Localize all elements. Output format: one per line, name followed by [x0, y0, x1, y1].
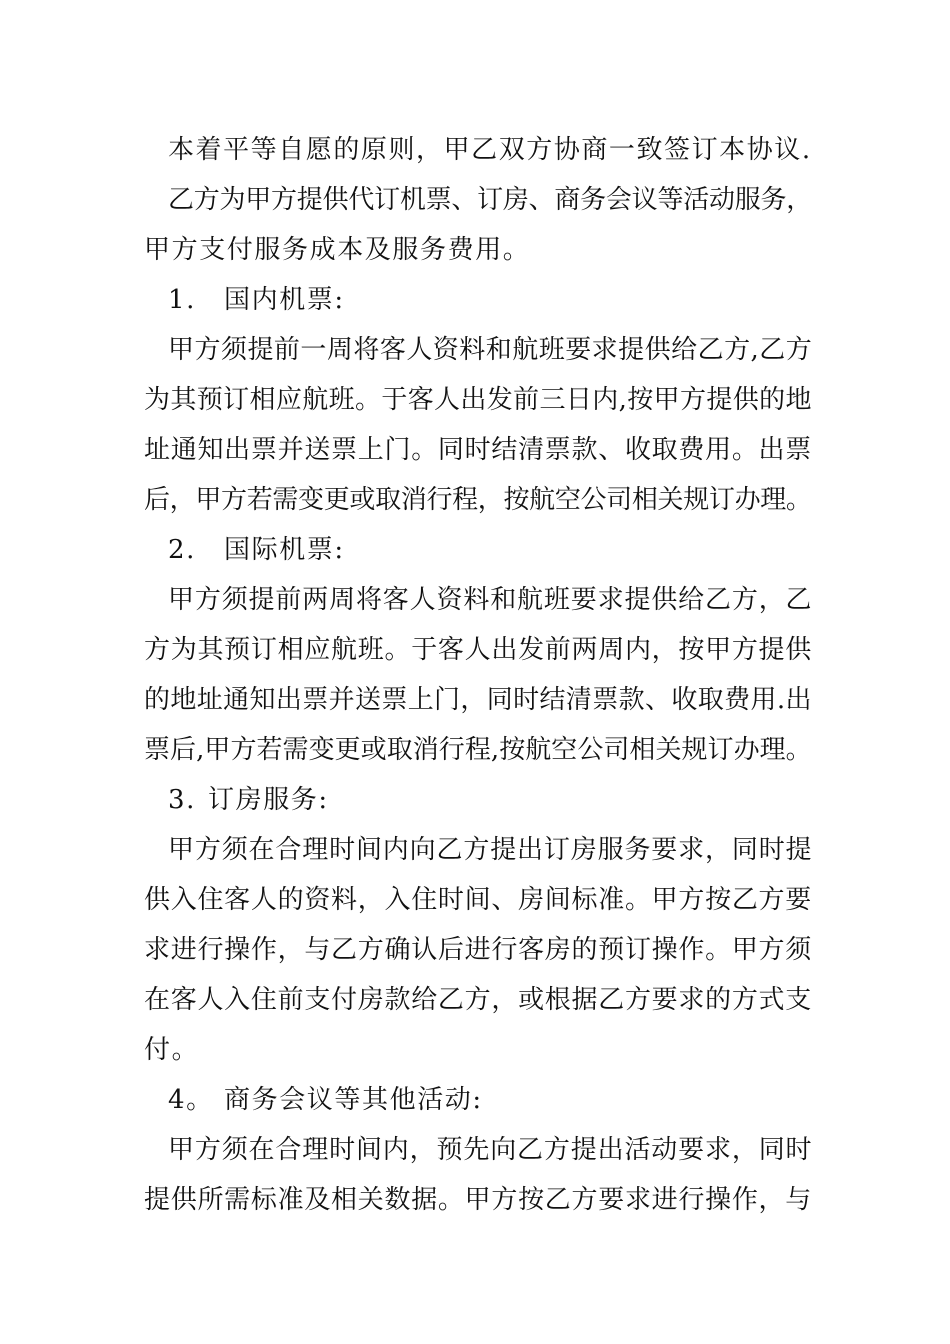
paragraph-line: 为其预订相应航班。于客人出发前三日内,按甲方提供的地 — [144, 385, 812, 415]
paragraph-line: 求进行操作，与乙方确认后进行客房的预订操作。甲方须 — [144, 935, 813, 965]
intro-paragraph: 本着平等自愿的原则，甲乙双方协商一致签订本协议. — [168, 135, 812, 165]
paragraph-line: 甲方须在合理时间内，预先向乙方提出活动要求，同时 — [168, 1135, 813, 1165]
section-number: 3. — [168, 785, 197, 815]
paragraph-line: 票后,甲方若需变更或取消行程,按航空公司相关规订办理。 — [144, 735, 812, 765]
section-title: 商务会议等其他活动: — [224, 1085, 483, 1115]
section-heading-3 — [168, 783, 329, 817]
section-number: 4。 — [168, 1085, 214, 1115]
section-heading-4 — [168, 1083, 483, 1117]
paragraph-line: 提供所需标准及相关数据。甲方按乙方要求进行操作，与 — [144, 1185, 813, 1215]
paragraph-line: 付。 — [144, 1035, 200, 1065]
section-number: 1. — [168, 285, 197, 315]
section-title: 国际机票: — [224, 535, 345, 565]
section-heading-2 — [168, 533, 345, 567]
paragraph-line: 甲方支付服务成本及服务费用。 — [144, 235, 531, 265]
paragraph-line: 后，甲方若需变更或取消行程，按航空公司相关规订办理。 — [144, 485, 812, 515]
paragraph-line: 乙方为甲方提供代订机票、订房、商务会议等活动服务， — [168, 185, 813, 215]
section-number: 2. — [168, 535, 197, 565]
section-title: 国内机票: — [224, 285, 345, 315]
paragraph-line: 甲方须提前一周将客人资料和航班要求提供给乙方,乙方 — [168, 335, 813, 365]
paragraph-line: 在客人入住前支付房款给乙方，或根据乙方要求的方式支 — [144, 985, 813, 1015]
section-title: 订房服务: — [208, 785, 329, 815]
section-heading-1 — [168, 283, 345, 317]
paragraph-line: 方为其预订相应航班。于客人出发前两周内，按甲方提供 — [144, 635, 813, 665]
paragraph-line: 甲方须在合理时间内向乙方提出订房服务要求，同时提 — [168, 835, 813, 865]
paragraph-line: 的地址通知出票并送票上门，同时结清票款、收取费用.出 — [144, 685, 812, 715]
paragraph-line: 甲方须提前两周将客人资料和航班要求提供给乙方，乙 — [168, 585, 813, 615]
paragraph-line: 址通知出票并送票上门。同时结清票款、收取费用。出票 — [144, 435, 813, 465]
paragraph-line: 供入住客人的资料，入住时间、房间标准。甲方按乙方要 — [144, 885, 813, 915]
